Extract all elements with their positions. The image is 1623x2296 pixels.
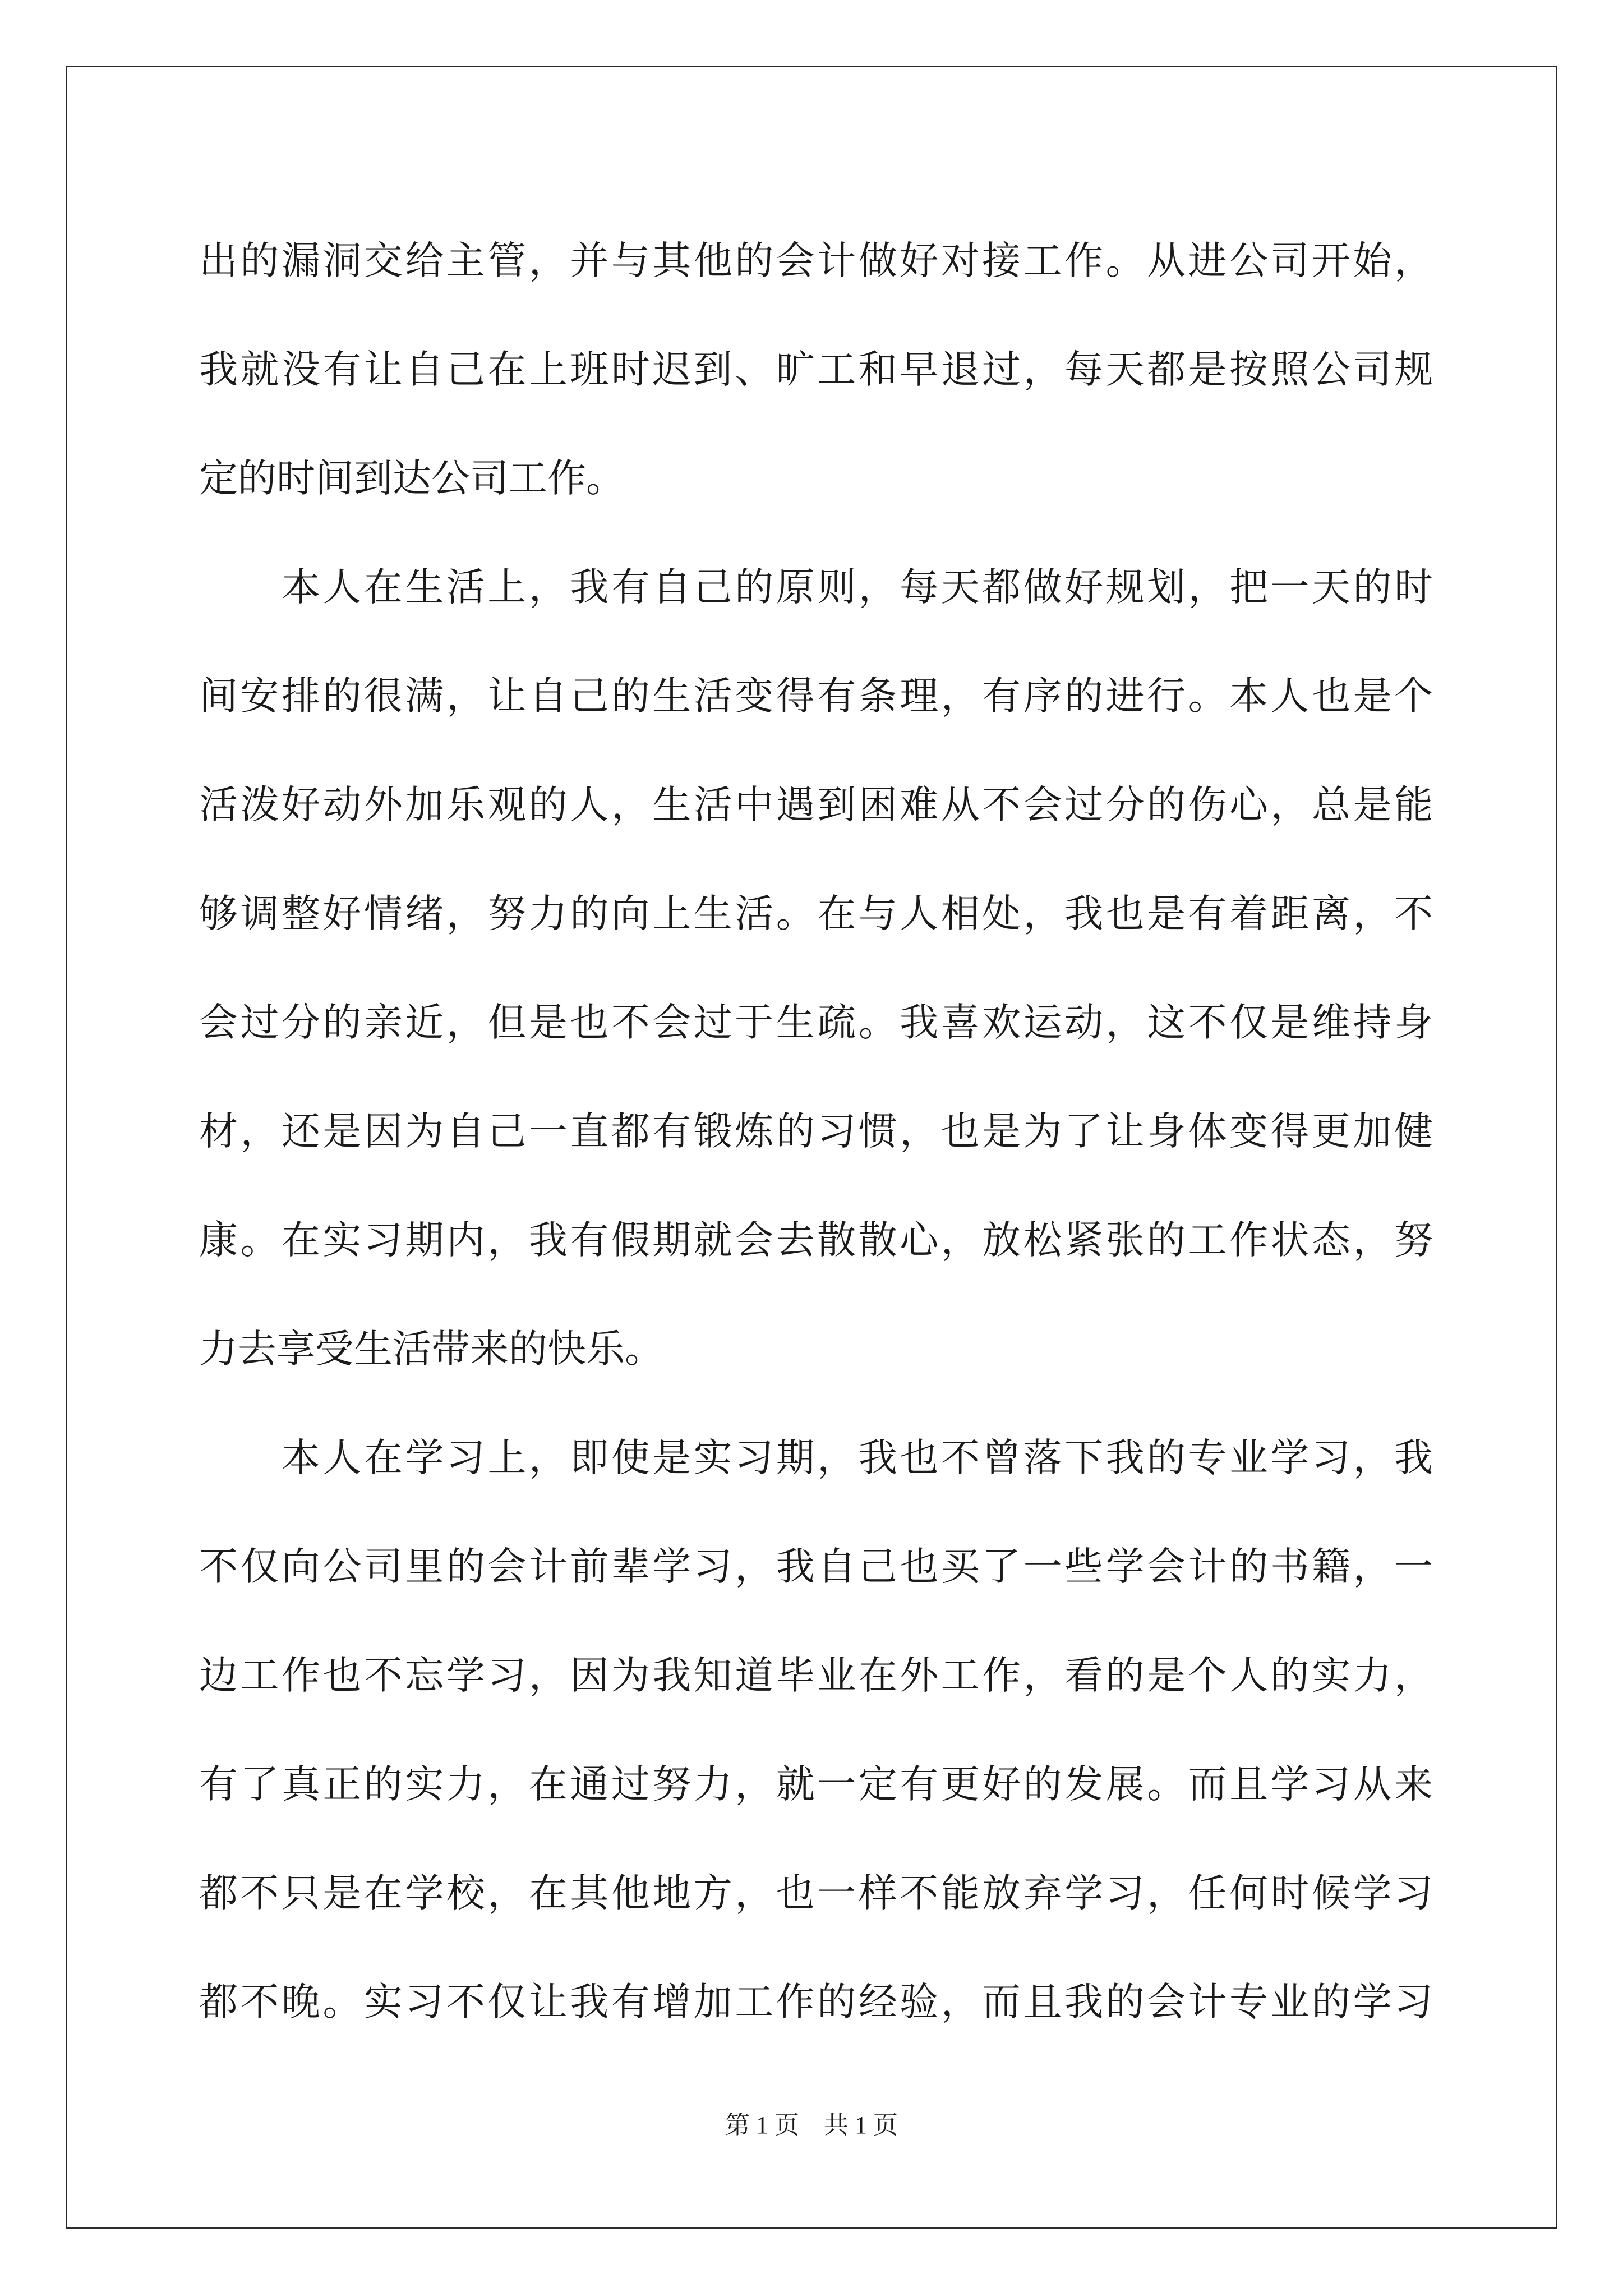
text-line: 康。在实习期内，我有假期就会去散散心，放松紧张的工作状态，努: [199, 1218, 1433, 1263]
text-line: 本人在生活上，我有自己的原则，每天都做好规划，把一天的时: [199, 565, 1433, 610]
text-line: 不仅向公司里的会计前辈学习，我自己也买了一些学会计的书籍，一: [199, 1544, 1433, 1589]
text-line: 会过分的亲近，但是也不会过于生疏。我喜欢运动，这不仅是维持身: [199, 1000, 1433, 1045]
text-line: 材，还是因为自己一直都有锻炼的习惯，也是为了让身体变得更加健: [199, 1109, 1433, 1154]
text-line: 我就没有让自己在上班时迟到、旷工和早退过，每天都是按照公司规: [199, 347, 1433, 392]
text-line: 都不晚。实习不仅让我有增加工作的经验，而且我的会计专业的学习: [199, 1980, 1433, 2024]
text-line: 本人在学习上，即使是实习期，我也不曾落下我的专业学习，我: [199, 1435, 1433, 1480]
text-line: 定的时间到达公司工作。: [199, 456, 625, 501]
text-line: 够调整好情绪，努力的向上生活。在与人相处，我也是有着距离，不: [199, 891, 1433, 936]
text-line: 都不只是在学校，在其他地方，也一样不能放弃学习，任何时候学习: [199, 1871, 1433, 1916]
text-line: 间安排的很满，让自己的生活变得有条理，有序的进行。本人也是个: [199, 674, 1433, 719]
document-body: [199, 206, 1433, 2056]
text-line: 活泼好动外加乐观的人，生活中遇到困难从不会过分的伤心，总是能: [199, 783, 1433, 827]
page-number-footer: 第 1 页 共 1 页: [725, 2111, 898, 2139]
text-line: 力去享受生活带来的快乐。: [199, 1327, 663, 1372]
text-line: 有了真正的实力，在通过努力，就一定有更好的发展。而且学习从来: [199, 1762, 1433, 1807]
text-line: 边工作也不忘学习，因为我知道毕业在外工作，看的是个人的实力，: [199, 1653, 1433, 1698]
text-line: 出的漏洞交给主管，并与其他的会计做好对接工作。从进公司开始，: [199, 238, 1433, 283]
